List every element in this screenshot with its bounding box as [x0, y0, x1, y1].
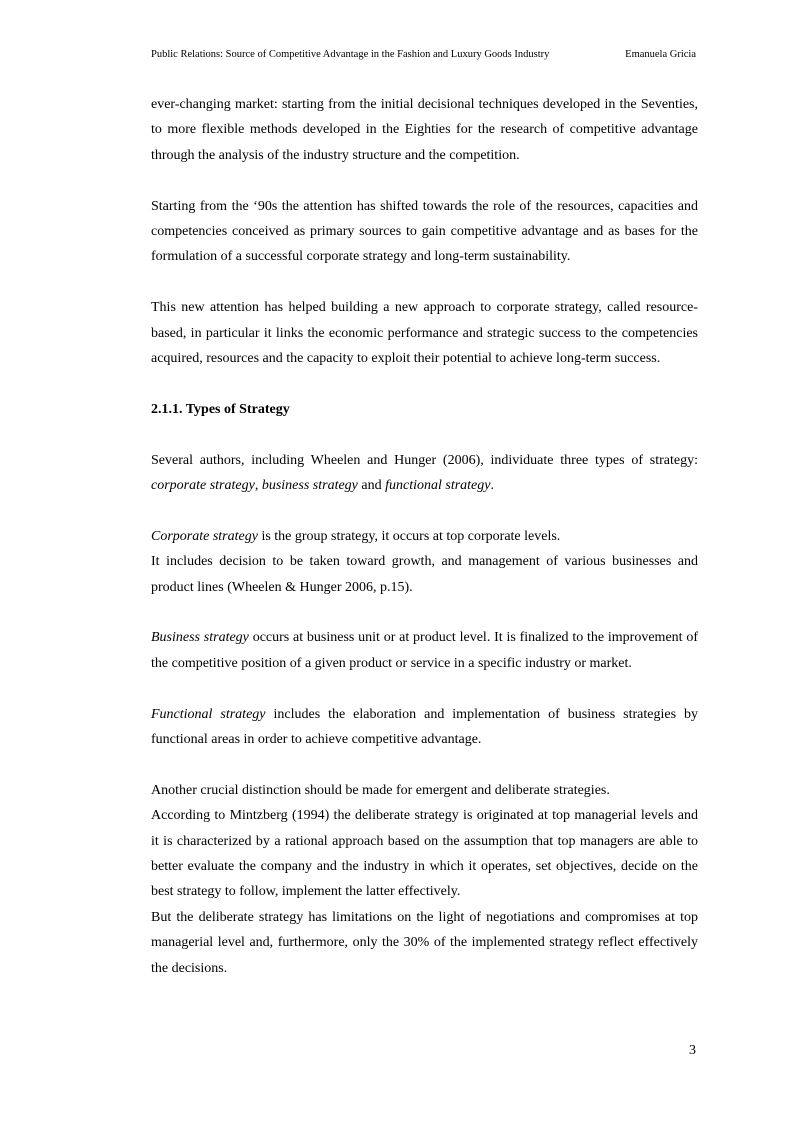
paragraph-8 [151, 702, 698, 753]
conjunction: and [357, 478, 386, 494]
paragraph-5 [151, 524, 698, 549]
term-functional-strategy: functional strategy [385, 478, 491, 494]
business-strategy-term: Business strategy [151, 630, 249, 646]
paragraph-10: According to Mintzberg (1994) the deliberate strategy is originated at top managerial levels and it is characterized by a rational approach based on the assumption that top managers are able to better evaluate the company and the industry in which it operates, set objectives, decide on the best strategy to follow, implement the latter effectively. [151, 808, 698, 900]
term-business-strategy: business strategy [261, 478, 358, 494]
paragraph-11: But the deliberate strategy has limitations on the light of negotiations and compromises at top managerial level and, furthermore, only the 30% of the implemented strategy reflect effectively the decisions. [151, 909, 698, 976]
paragraph-3: This new attention has helped building a new approach to corporate strategy, called resource-based, in particular it links the economic performance and strategic success to the competencies acquired, resources and the capacity to exploit their potential to achieve long-term success. [151, 300, 698, 367]
functional-strategy-term: Functional strategy [151, 706, 266, 722]
paragraph-1: ever-changing market: starting from the initial decisional techniques developed in the Seventies, to more flexible methods developed in the Eighties for the research of competitive advantage through the analysis of the industry structure and the competition. [151, 97, 698, 163]
business-strategy-definition: occurs at business unit or at product level. It is finalized to the improvement of the competitive position of a given product or service in a specific industry or market. [151, 630, 699, 671]
paragraph-6: It includes decision to be taken toward growth, and management of various businesses and product lines (Wheelen & Hunger 2006, p.15). [151, 554, 698, 595]
paragraph-4 [151, 448, 698, 499]
functional-strategy-definition: includes the elaboration and implementation of business strategies by functional areas in order to achieve competitive advantage. [151, 706, 699, 748]
corporate-strategy-term: Corporate strategy [151, 528, 258, 544]
header-title: Public Relations: Source of Competitive Advantage in the Fashion and Luxury Goods Industry [151, 49, 550, 60]
paragraph-2: Starting from the ‘90s the attention has shifted towards the role of the resources, capacities and competencies conceived as primary sources to gain competitive advantage and as bases for the formulation of a successful corporate strategy and long-term sustainability. [151, 198, 698, 265]
body-text [151, 92, 698, 981]
paragraph-7 [151, 625, 698, 676]
term-corporate-strategy: corporate strategy [151, 478, 255, 494]
separator: , [254, 478, 262, 494]
period: . [490, 478, 494, 494]
page-number: 3 [689, 1043, 696, 1058]
paragraph-4-text: Several authors, including Wheelen and Hunger (2006), individuate three types of strategy: [151, 452, 698, 468]
paragraph-9: Another crucial distinction should be made for emergent and deliberate strategies. [151, 782, 610, 798]
page-header [151, 48, 696, 64]
header-author: Emanuela Gricia [625, 49, 696, 60]
section-heading: 2.1.1. Types of Strategy [151, 401, 290, 417]
corporate-strategy-definition: is the group strategy, it occurs at top corporate levels. [257, 528, 561, 544]
